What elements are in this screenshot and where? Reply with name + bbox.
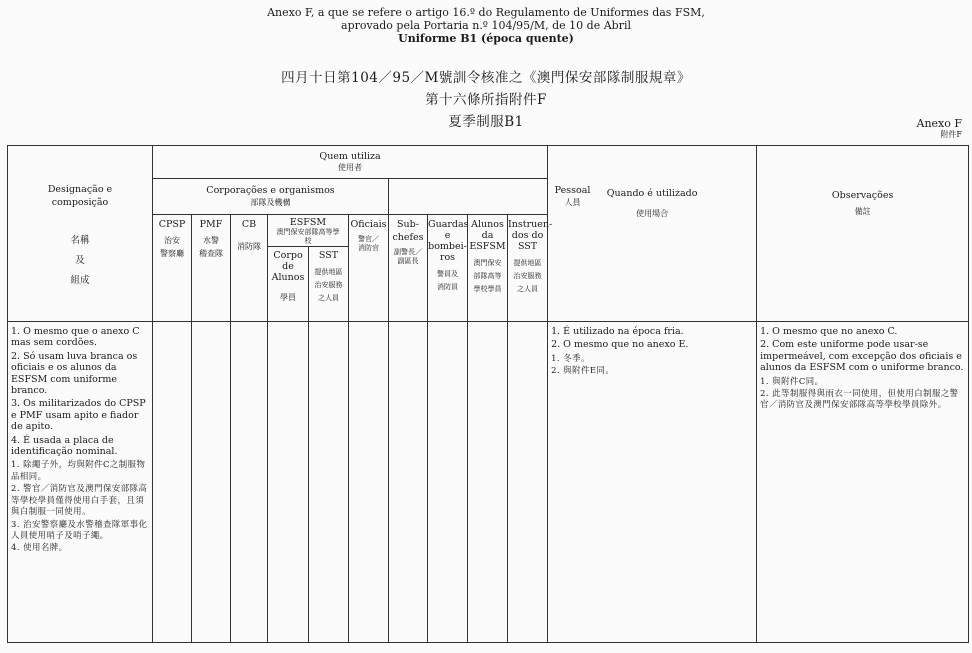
subchefes-pt-1: Sub-: [397, 219, 419, 230]
cb-cn: 消防隊: [237, 241, 261, 251]
cell-sst: [309, 322, 349, 643]
instrutores-pt-2: dos do: [511, 230, 544, 241]
cpsp-cn-2: 警察廳: [160, 248, 184, 258]
col-observacoes-pt: Observações: [831, 190, 894, 201]
corporacoes-header: [153, 179, 389, 215]
alunos-pt-3: ESFSM: [469, 241, 506, 252]
alunos-pt-2: da: [481, 230, 494, 241]
guardas-cn-1: 警員及: [437, 270, 458, 278]
designacao-item-2: 2. Só usam luva branca os oficiais e os alunos da ESFSM com uniforme branco.: [11, 350, 138, 397]
guardas-pt-3: bombei-: [428, 241, 467, 252]
cell-cb: [231, 322, 268, 643]
observacoes-body: [757, 322, 969, 643]
instrutores-pt-1: Instruen-: [508, 219, 553, 230]
instrutores-cn-2: 治安服務: [513, 272, 542, 280]
pmf-header: [192, 215, 231, 322]
quando-item-1: 1. É utilizado na época fria.: [551, 326, 684, 337]
cell-instrutores: [508, 322, 548, 643]
instrutores-cn-1: 提供地區: [513, 259, 542, 267]
alunos-pt-1: Alunos: [471, 219, 504, 230]
col-observacoes-header: [757, 146, 969, 322]
header-line-2: aprovado pela Portaria n.º 104/95/M, de 10 de Abril: [341, 19, 631, 32]
col-designacao-cn-3: 組成: [70, 275, 90, 286]
pmf-pt: PMF: [199, 219, 223, 230]
alunos-header: [468, 215, 508, 322]
guardas-pt-4: ros: [439, 252, 456, 263]
cell-alunos: [468, 322, 508, 643]
quem-utiliza-cn: 使用者: [338, 163, 363, 173]
quando-cn-item-1: 1. 冬季。: [551, 352, 590, 363]
cell-guardas: [428, 322, 468, 643]
pmf-cn-1: 水警: [203, 235, 219, 245]
alunos-cn-3: 學校學員: [473, 285, 502, 293]
guardas-cn-2: 消防員: [437, 283, 458, 291]
cpsp-cn-1: 治安: [164, 235, 180, 245]
oficiais-cn-2: 消防官: [358, 243, 379, 252]
designacao-cn-item-2: 2. 警官／消防官及澳門保安部隊高等學校學員僅得使用白手套，且須與白制服一同使用。: [11, 483, 148, 517]
esfsm-pt: ESFSM: [289, 217, 327, 228]
guardas-pt-2: e: [444, 230, 451, 241]
cpsp-pt: CPSP: [158, 219, 186, 230]
corpo-alunos-header: [268, 247, 309, 322]
oficiais-header: [349, 215, 389, 322]
col-designacao-header: [8, 146, 153, 322]
sst-header: [309, 247, 349, 322]
header-line-1: Anexo F, a que se refere o artigo 16.º do Regulamento de Uniformes das FSM,: [267, 6, 705, 19]
header-title: Uniforme B1 (época quente): [398, 32, 574, 45]
sst-cn-2: 治安服務: [314, 280, 343, 289]
designacao-item-4: 4. É usada a placa de identificação nominal.: [11, 434, 118, 458]
col-designacao-label-pt: Designação e composição: [47, 184, 113, 208]
subchefes-cn-1: 副警長／: [394, 248, 422, 256]
designacao-cn-item-4: 4. 使用名牌。: [11, 542, 68, 553]
esfsm-header: [268, 215, 349, 247]
col-designacao-cn-2: 及: [75, 255, 85, 266]
designacao-item-3: 3. Os militarizados do CPSP e PMF usam apito e fiador de apito.: [11, 398, 146, 433]
corporacoes-cn: 部隊及機構: [250, 197, 291, 207]
pessoal-pt: Pessoal: [554, 185, 591, 197]
instrutores-header: [508, 215, 553, 322]
obs-cn-item-2: 2. 此等制服得與雨衣一同使用，但使用白制服之警官／消防官及澳門保安部隊高等學校學員除外。: [760, 388, 959, 410]
annex-label: [917, 118, 963, 140]
subchefes-cn-2: 副區長: [397, 257, 419, 265]
subchefes-header: [389, 215, 428, 322]
oficiais-pt: Oficiais: [350, 219, 387, 230]
cpsp-header: [153, 215, 192, 322]
corporacoes-pt: Corporações e organismos: [206, 185, 335, 197]
cb-pt: CB: [241, 219, 257, 230]
uniform-table: [7, 145, 969, 643]
corpo-cn: 學員: [280, 293, 296, 302]
annex-label-pt: Anexo F: [916, 117, 962, 130]
designacao-cn-item-1: 1. 除繩子外，均與附件C之制服物品相同。: [11, 459, 146, 481]
cell-oficiais: [349, 322, 389, 643]
alunos-cn-1: 澳門保安: [473, 259, 502, 267]
quando-item-2: 2. O mesmo que no anexo E.: [551, 339, 689, 351]
header-cn-line-1: 四月十日第104／95／M號訓令核准之《澳門保安部隊制服規章》: [281, 70, 691, 86]
oficiais-cn-1: 警官／: [358, 234, 379, 243]
quando-body: [548, 322, 757, 643]
subchefes-pt-2: chefes: [392, 231, 424, 243]
pessoal-header: [389, 179, 757, 215]
cell-subchefes: [389, 322, 428, 643]
col-observacoes-cn: 備註: [854, 206, 871, 216]
alunos-cn-2: 部隊高等: [473, 272, 502, 280]
corpo-pt-3: Alunos: [271, 272, 305, 283]
obs-item-1: 1. O mesmo que no anexo C.: [760, 326, 898, 337]
col-designacao-cn-1: 名稱: [70, 235, 90, 246]
col-quando-pt: Quando é utilizado: [606, 188, 698, 199]
cell-corpo-alunos: [268, 322, 309, 643]
quem-utiliza-header: [153, 146, 548, 179]
obs-cn-item-1: 1. 與附件C同。: [760, 375, 824, 386]
designacao-item-1: 1. O mesmo que o anexo C mas sem cordões.: [11, 326, 140, 349]
annex-label-cn: 附件F: [940, 130, 962, 139]
cell-pmf: [192, 322, 231, 643]
cb-header: [231, 215, 268, 322]
guardas-pt-1: Guardas: [428, 219, 469, 230]
quem-utiliza-pt: Quem utiliza: [319, 150, 381, 162]
instrutores-cn-3: 之人員: [517, 285, 539, 293]
corpo-pt-1: Corpo: [273, 250, 303, 261]
corpo-pt-2: de: [282, 261, 294, 272]
pessoal-cn: 人員: [564, 197, 581, 207]
designacao-cn-item-3: 3. 治安警察廳及水警稽查隊軍事化人員使用哨子及哨子繩。: [11, 518, 148, 540]
header-cn-title: 夏季制服B1: [448, 114, 524, 130]
cell-cpsp: [153, 322, 192, 643]
pmf-cn-2: 稽查隊: [199, 248, 223, 258]
instrutores-pt-3: SST: [517, 241, 538, 252]
col-quando-header: [548, 146, 757, 322]
header-cn-line-2: 第十六條所指附件F: [425, 92, 547, 108]
obs-item-2: 2. Com este uniforme pode usar-se impermeável, com excepção dos oficiais e alunos da ESFSM com o uniforme branco.: [760, 339, 964, 374]
esfsm-cn: 澳門保安部隊高等學校: [276, 228, 340, 245]
guardas-header: [428, 215, 468, 322]
col-quando-cn: 使用場合: [636, 208, 669, 218]
designacao-body: [8, 322, 153, 643]
quando-cn-item-2: 2. 與附件E同。: [551, 365, 615, 376]
sst-pt: SST: [318, 250, 339, 261]
sst-cn-3: 之人員: [318, 293, 339, 302]
sst-cn-1: 提供地區: [314, 267, 343, 276]
